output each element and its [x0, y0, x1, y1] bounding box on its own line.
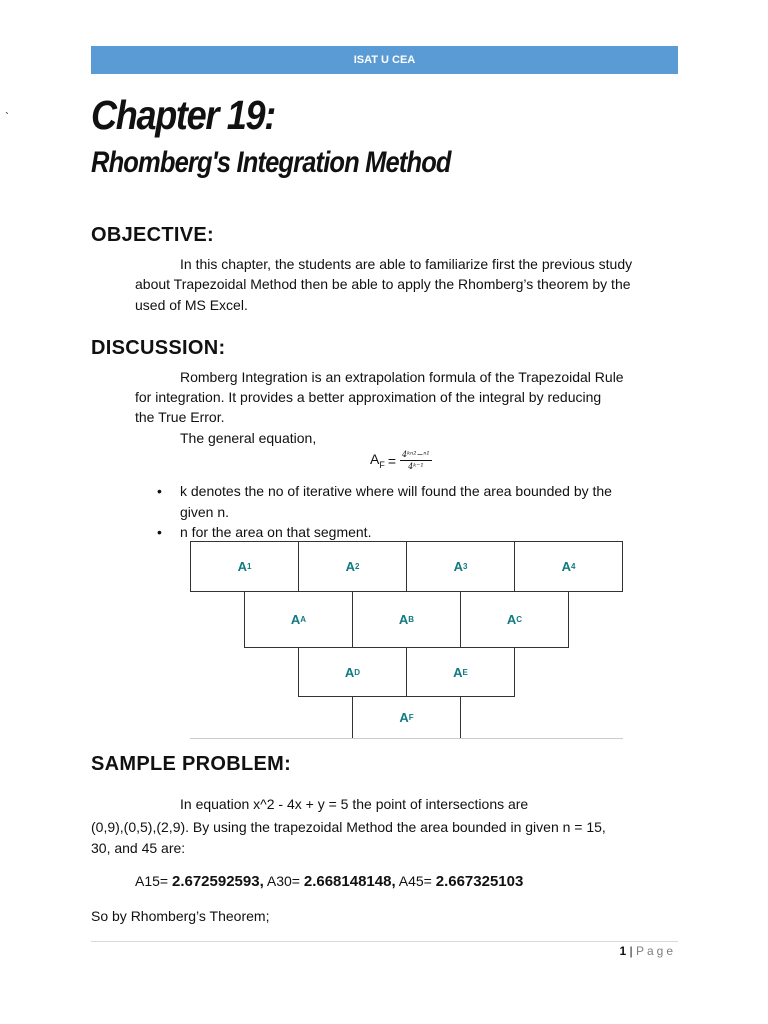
sample-line-2: (0,9),(0,5),(2,9). By using the trapezoidal Method the area bounded in given n = 15,	[91, 819, 606, 835]
cell-ab: A B	[352, 591, 461, 648]
equation-fraction	[400, 450, 432, 471]
area-values: A15= 2.672592593, A30= 2.668148148, A45= 2.667325103	[135, 873, 524, 890]
cell-a4: A 4	[514, 541, 623, 592]
general-equation	[370, 450, 432, 471]
cell-ad: A D	[298, 647, 407, 697]
page-number: 1	[619, 944, 627, 958]
cell-aa: A A	[244, 591, 353, 648]
equation-lhs: $A_F$	[370, 451, 385, 470]
bullet-icon: •	[157, 524, 162, 540]
cell-af: A F	[352, 696, 461, 739]
cell-ac: A C	[460, 591, 569, 648]
equation-denominator: 4ᵏ⁻¹	[408, 462, 424, 471]
list-item: • k denotes the no of iterative where will found the area bounded by the given n.	[157, 483, 612, 520]
chapter-subtitle: Rhomberg's Integration Method	[91, 146, 451, 179]
objective-line-1: In this chapter, the students are able to familiarize first the previous study	[180, 256, 633, 272]
sample-line-3: 30, and 45 are:	[91, 840, 186, 856]
diagram-baseline	[190, 738, 623, 739]
discussion-line-3: the True Error.	[135, 409, 225, 425]
sample-heading: SAMPLE PROBLEM:	[91, 753, 292, 775]
page-footer	[619, 944, 676, 958]
page-label: Page	[635, 944, 676, 958]
list-item: • n for the area on that segment.	[155, 522, 675, 543]
equation-equals: =	[387, 452, 397, 469]
cell-ae: A E	[406, 647, 515, 697]
objective-line-2: about Trapezoidal Method then be able to apply the Rhomberg’s theorem by the	[135, 276, 631, 292]
sample-line-1: In equation x^2 - 4x + y = 5 the point of intersections are	[180, 796, 529, 812]
cell-a2: A 2	[298, 541, 407, 592]
footer-divider	[91, 941, 678, 942]
sample-closing: So by Rhomberg’s Theorem;	[91, 908, 270, 924]
chapter-title: Chapter 19:	[91, 92, 275, 138]
discussion-heading: DISCUSSION:	[91, 337, 226, 359]
bullet-list	[155, 481, 675, 543]
bullet-icon: •	[157, 483, 162, 499]
discussion-line-2: for integration. It provides a better approximation of the integral by reducing	[135, 389, 602, 405]
footer-separator: |	[629, 944, 633, 958]
objective-line-3: used of MS Excel.	[135, 297, 248, 313]
stray-mark: `	[5, 110, 9, 124]
cell-a3: A 3	[406, 541, 515, 592]
discussion-line-1: Romberg Integration is an extrapolation formula of the Trapezoidal Rule	[180, 369, 624, 385]
objective-heading: OBJECTIVE:	[91, 224, 215, 246]
general-equation-label: The general equation,	[180, 430, 317, 446]
header-bar: ISAT U CEA	[91, 46, 678, 74]
equation-numerator: 4ᵏⁿ²−ⁿ¹	[402, 450, 430, 459]
cell-a1: A 1	[190, 541, 299, 592]
